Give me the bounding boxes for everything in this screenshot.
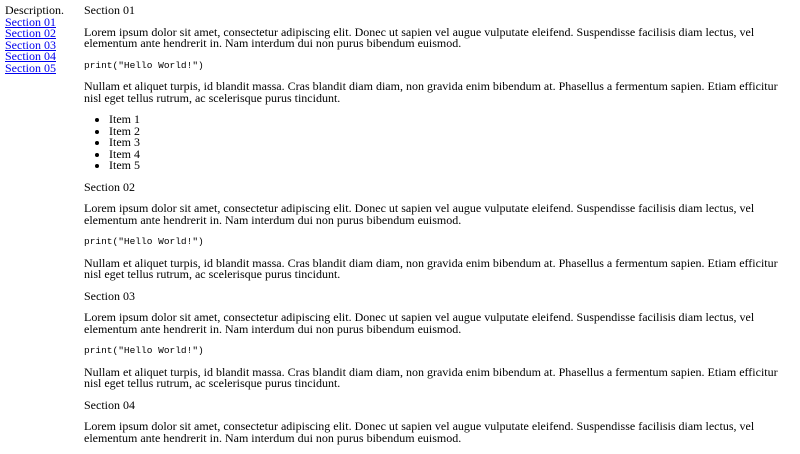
sidebar-nav	[5, 5, 77, 74]
code-block: print("Hello World!")	[84, 345, 204, 356]
nav-link-section-04[interactable]: Section 04	[5, 49, 56, 63]
list-item: • Item 5	[109, 160, 790, 172]
nav-link-section-05[interactable]: Section 05	[5, 60, 56, 75]
code-block: print("Hello World!")	[84, 59, 204, 71]
section-01	[84, 5, 790, 172]
section-title: Section 03	[84, 288, 135, 303]
lorem-paragraph: Lorem ipsum dolor sit amet, consectetur adipiscing elit. Donec ut sapien vel augue vulputate eleifend. Suspendisse facilisis diam lectus, vel elementum ante hendrerit in. Nam interdum dui non purus bibendum euismod.	[84, 201, 755, 227]
list-item: • Item 1	[109, 114, 790, 126]
section-03	[84, 288, 790, 390]
nullam-paragraph: Nullam et aliquet turpis, id blandit massa. Cras blandit diam diam, non gravida enim bibendum at. Phasellus a fermentum sapien. Etiam efficitur nisl eget tellus rutrum, ac scelerisque purus tincidunt.	[84, 255, 778, 281]
nav-link-section-02[interactable]: Section 02	[5, 26, 56, 40]
lorem-paragraph: Lorem ipsum dolor sit amet, consectetur adipiscing elit. Donec ut sapien vel augue vulputate eleifend. Suspendisse facilisis diam lectus, vel elementum ante hendrerit in. Nam interdum dui non purus bibendum euismod.	[84, 24, 755, 50]
section-title: Section 04	[84, 397, 135, 412]
nav-link-section-01[interactable]: Section 01	[5, 14, 56, 29]
sidebar-description: Description.	[5, 3, 64, 17]
item-list	[84, 114, 790, 172]
main-content	[84, 5, 790, 454]
nullam-paragraph: Nullam et aliquet turpis, id blandit massa. Cras blandit diam diam, non gravida enim bibendum at. Phasellus a fermentum sapien. Etiam efficitur nisl eget tellus rutrum, ac scelerisque purus tincidunt.	[84, 79, 778, 105]
nav-link-section-03[interactable]: Section 03	[5, 37, 56, 52]
section-title: Section 01	[84, 3, 135, 17]
list-item: • Item 3	[109, 137, 790, 149]
section-02	[84, 179, 790, 281]
section-04	[84, 397, 790, 445]
list-item: • Item 2	[109, 126, 790, 138]
section-title: Section 02	[84, 179, 135, 194]
nullam-paragraph: Nullam et aliquet turpis, id blandit massa. Cras blandit diam diam, non gravida enim bibendum at. Phasellus a fermentum sapien. Etiam efficitur nisl eget tellus rutrum, ac scelerisque purus tincidunt.	[84, 364, 778, 390]
list-item: • Item 4	[109, 149, 790, 161]
code-block: print("Hello World!")	[84, 236, 204, 247]
lorem-paragraph: Lorem ipsum dolor sit amet, consectetur adipiscing elit. Donec ut sapien vel augue vulputate eleifend. Suspendisse facilisis diam lectus, vel elementum ante hendrerit in. Nam interdum dui non purus bibendum euismod.	[84, 419, 755, 445]
lorem-paragraph: Lorem ipsum dolor sit amet, consectetur adipiscing elit. Donec ut sapien vel augue vulputate eleifend. Suspendisse facilisis diam lectus, vel elementum ante hendrerit in. Nam interdum dui non purus bibendum euismod.	[84, 310, 755, 336]
